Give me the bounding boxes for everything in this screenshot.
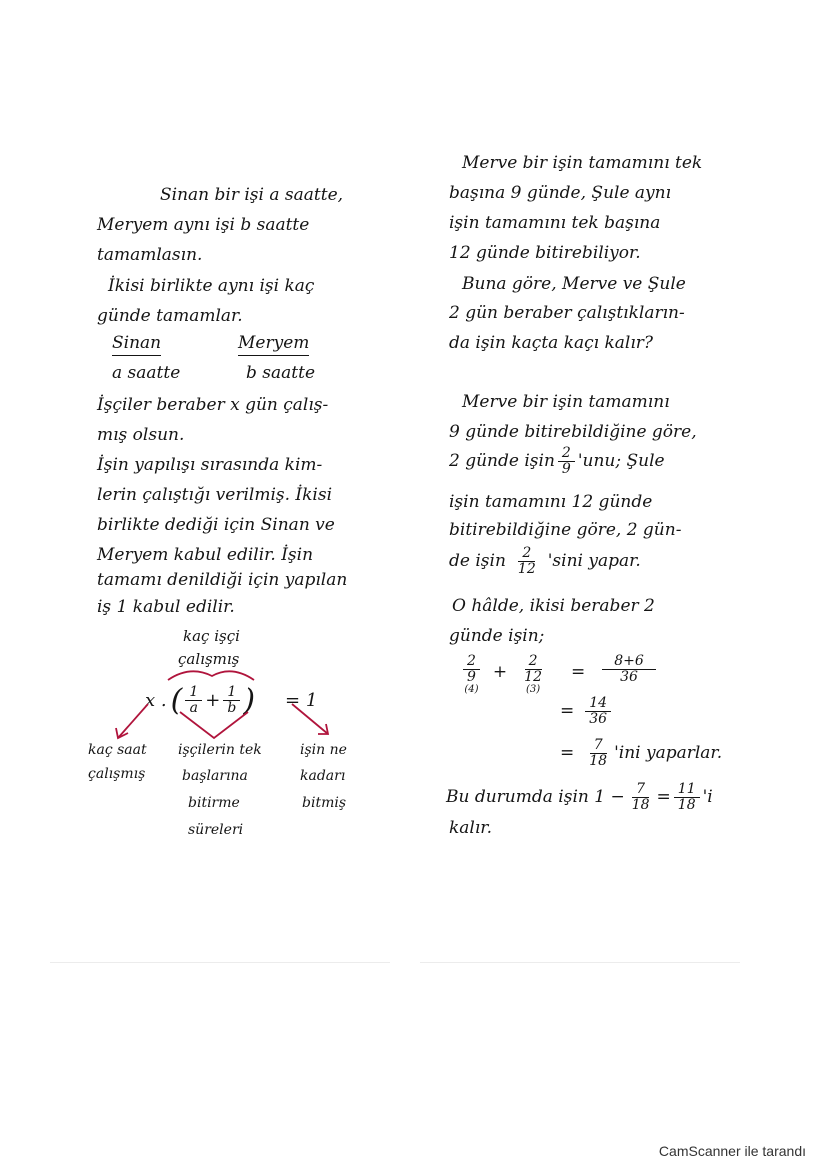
numerator: 8+6 bbox=[602, 654, 656, 670]
label-durations: başlarına bbox=[182, 768, 248, 784]
text-line: tamamı denildiği için yapılan bbox=[97, 570, 348, 590]
text-line: tamamlasın. bbox=[97, 245, 203, 265]
arrow-right bbox=[292, 704, 328, 734]
numerator: 2 bbox=[463, 654, 480, 670]
text-line bbox=[449, 546, 641, 576]
plus-sign: + bbox=[205, 690, 221, 711]
text-line bbox=[449, 446, 665, 476]
text-line: günde tamamlar. bbox=[97, 306, 243, 326]
equals-sign: = bbox=[560, 701, 575, 722]
text-segment: de işin bbox=[449, 551, 506, 572]
text-line: birlikte dediği için Sinan ve bbox=[97, 515, 335, 535]
fraction bbox=[514, 546, 540, 576]
diagram-top-label: kaç işçi bbox=[183, 627, 240, 645]
scan-edge-line bbox=[420, 962, 740, 963]
fraction bbox=[558, 446, 575, 476]
expansion-factor: (4) bbox=[464, 684, 479, 696]
numerator: 11 bbox=[674, 782, 700, 798]
fraction bbox=[520, 654, 546, 684]
numerator: 7 bbox=[590, 738, 607, 754]
equals-sign: = bbox=[571, 662, 586, 682]
fraction bbox=[585, 738, 611, 768]
fraction bbox=[463, 654, 480, 684]
text-line: 2 gün beraber çalıştıkların- bbox=[449, 303, 685, 323]
scan-edge-line bbox=[50, 962, 390, 963]
denominator: 12 bbox=[524, 668, 542, 685]
text-line: İkisi birlikte aynı işi kaç bbox=[108, 276, 315, 296]
text-line: kalır. bbox=[449, 818, 492, 838]
formula-suffix: = 1 bbox=[285, 690, 318, 711]
arrow-mid bbox=[180, 712, 248, 738]
text-segment: Bu durumda işin 1 − bbox=[446, 787, 625, 808]
text-line: mış olsun. bbox=[97, 425, 185, 445]
expansion-factor: (3) bbox=[526, 684, 541, 696]
label-durations: süreleri bbox=[188, 822, 244, 838]
formula-prefix: x . bbox=[145, 690, 167, 711]
label-work-done: işin ne bbox=[300, 742, 347, 758]
text-line: Merve bir işin tamamını bbox=[462, 392, 670, 412]
denominator: 18 bbox=[631, 796, 650, 813]
numerator: 1 bbox=[223, 685, 240, 701]
label-hours: çalışmış bbox=[88, 766, 146, 782]
calc-row bbox=[560, 696, 614, 726]
equals-sign: = bbox=[656, 787, 671, 808]
fraction bbox=[674, 782, 700, 812]
text-line: işin tamamını 12 günde bbox=[449, 492, 653, 512]
calc-term bbox=[517, 654, 549, 695]
text-segment: 'unu; Şule bbox=[577, 451, 665, 472]
label-hours: kaç saat bbox=[88, 742, 147, 758]
denominator: a bbox=[189, 700, 198, 716]
table-head-meryem: Meryem bbox=[238, 333, 309, 356]
fraction bbox=[585, 696, 611, 726]
numerator: 7 bbox=[632, 782, 649, 798]
label-durations: bitirme bbox=[188, 795, 240, 811]
scanner-watermark: CamScanner ile tarandı bbox=[658, 1143, 806, 1159]
numerator: 2 bbox=[558, 446, 575, 462]
table-head-sinan: Sinan bbox=[112, 333, 161, 356]
denominator: 12 bbox=[517, 560, 536, 577]
text-line: 9 günde bitirebildiğine göre, bbox=[449, 422, 697, 442]
table-val-sinan: a saatte bbox=[112, 363, 181, 383]
fraction bbox=[628, 782, 654, 812]
calc-term bbox=[460, 654, 483, 695]
text-line: İşin yapılışı sırasında kim- bbox=[97, 455, 323, 475]
denominator: 9 bbox=[561, 460, 571, 477]
label-work-done: bitmiş bbox=[302, 795, 347, 811]
numerator: 2 bbox=[525, 654, 542, 670]
text-segment: 'ini yaparlar. bbox=[614, 743, 723, 764]
calc-row bbox=[460, 654, 659, 695]
numerator: 2 bbox=[518, 546, 535, 562]
label-work-done: kadarı bbox=[300, 768, 346, 784]
text-line: Merve bir işin tamamını tek bbox=[462, 153, 703, 173]
text-line: lerin çalıştığı verilmiş. İkisi bbox=[97, 485, 333, 505]
denominator: 18 bbox=[677, 796, 696, 813]
denominator: b bbox=[227, 700, 237, 716]
numerator: 14 bbox=[585, 696, 611, 712]
label-durations: işçilerin tek bbox=[178, 742, 262, 758]
plus-sign: + bbox=[492, 662, 508, 682]
final-line bbox=[446, 782, 713, 812]
text-line: bitirebildiğine göre, 2 gün- bbox=[449, 520, 682, 540]
text-line: 12 günde bitirebiliyor. bbox=[449, 243, 641, 263]
text-line: işin tamamını tek başına bbox=[449, 213, 661, 233]
fraction bbox=[602, 654, 656, 684]
text-line: da işin kaçta kaçı kalır? bbox=[449, 333, 654, 353]
table-val-meryem: b saatte bbox=[246, 363, 316, 383]
denominator: 9 bbox=[467, 668, 476, 685]
text-segment: 'i bbox=[702, 787, 713, 808]
top-brace bbox=[168, 671, 254, 680]
calc-row bbox=[560, 738, 722, 768]
formula: x . ( $\frac{1}{a}$ + $\frac{1}{b}$ ) = 1 bbox=[145, 683, 318, 718]
denominator: 36 bbox=[620, 668, 638, 685]
text-line: Sinan bir işi a saatte, bbox=[160, 185, 344, 205]
diagram-top-label: çalışmış bbox=[178, 650, 240, 668]
text-line: başına 9 günde, Şule aynı bbox=[449, 183, 672, 203]
text-line: Buna göre, Merve ve Şule bbox=[462, 274, 686, 294]
equals-sign: = bbox=[560, 743, 575, 764]
text-line: iş 1 kabul edilir. bbox=[97, 597, 235, 617]
text-segment: 2 günde işin bbox=[449, 451, 555, 472]
denominator: 36 bbox=[589, 710, 608, 727]
text-line: Meryem kabul edilir. İşin bbox=[97, 545, 314, 565]
text-line: Meryem aynı işi b saatte bbox=[97, 215, 310, 235]
text-line: O hâlde, ikisi beraber 2 bbox=[452, 596, 655, 616]
text-segment: 'sini yapar. bbox=[547, 551, 641, 572]
text-line: günde işin; bbox=[449, 626, 545, 646]
text-line: İşçiler beraber x gün çalış- bbox=[97, 395, 329, 415]
denominator: 18 bbox=[589, 752, 608, 769]
arrow-left bbox=[118, 704, 148, 738]
numerator: 1 bbox=[185, 685, 202, 701]
